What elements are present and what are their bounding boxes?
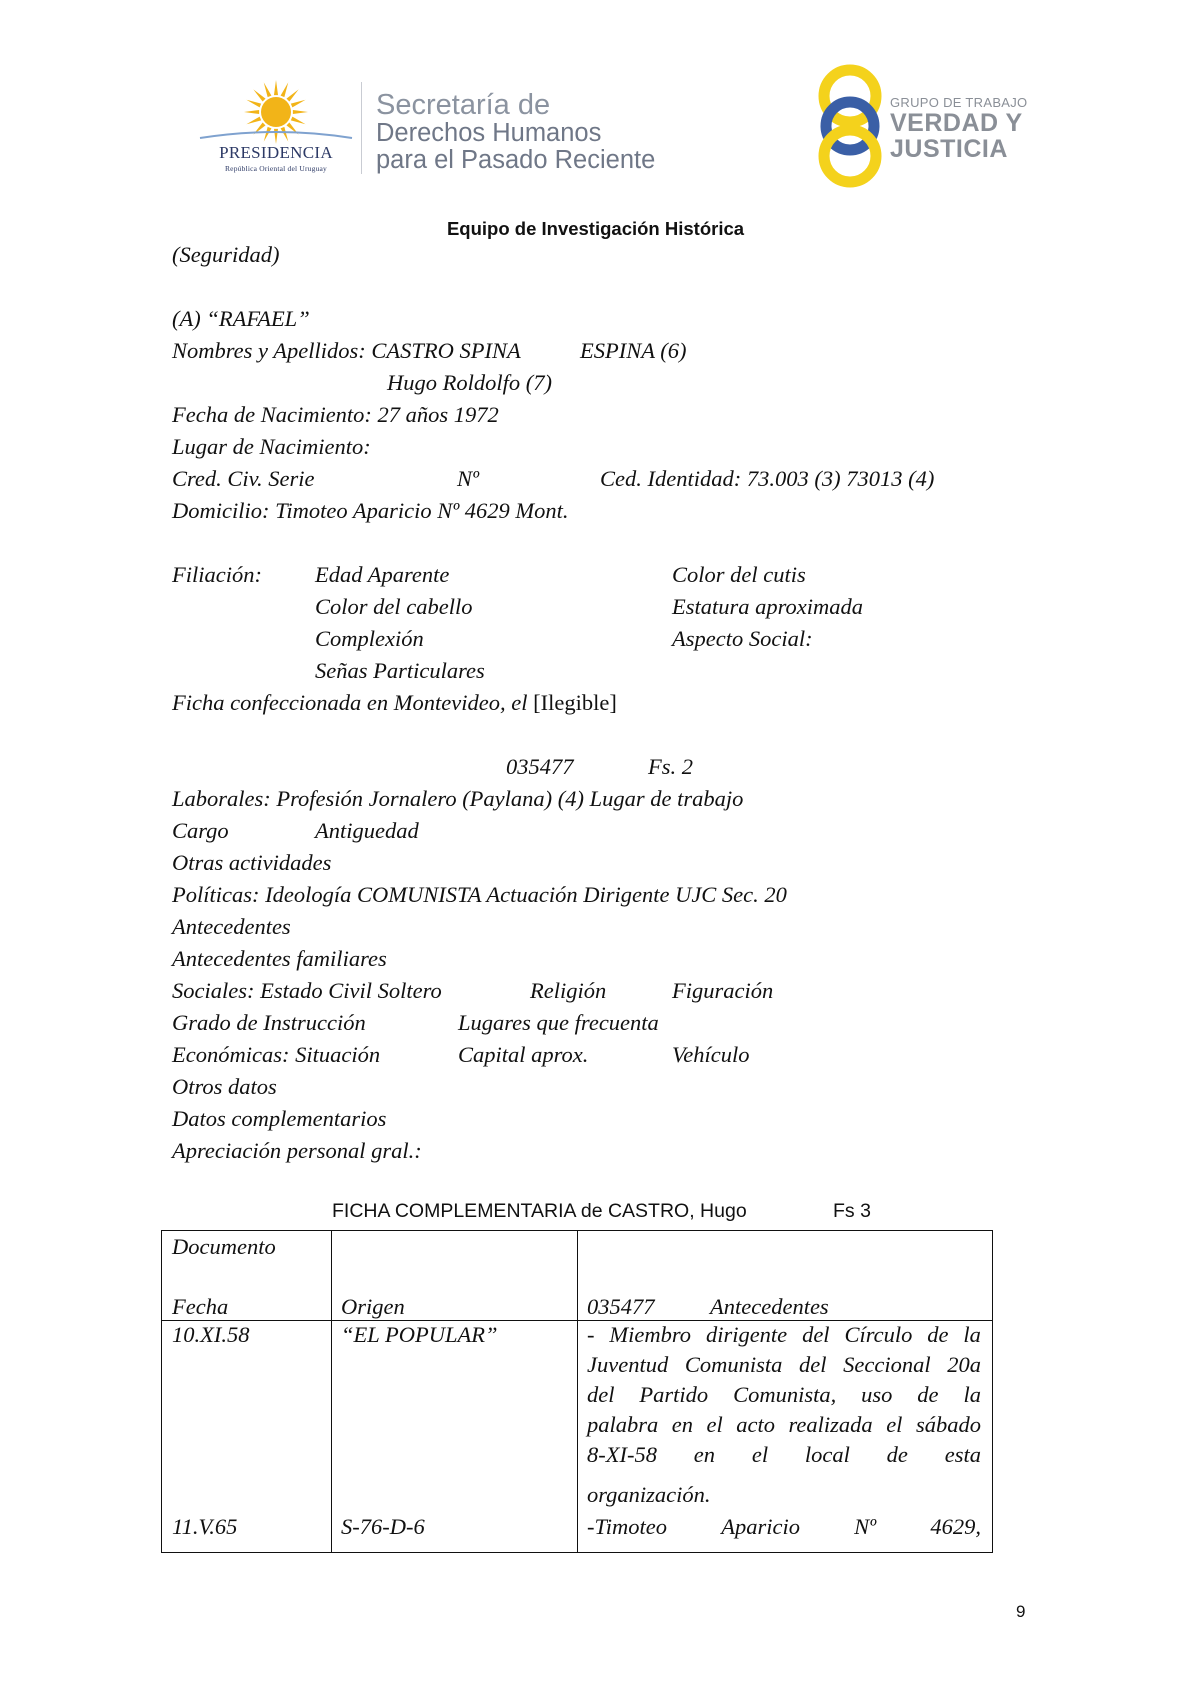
- antecedent-word: Aparicio: [721, 1514, 800, 1539]
- row-2-origen: S-76-D-6: [341, 1514, 425, 1539]
- antecedent-word: uso: [861, 1382, 893, 1407]
- antecedentes-line: Antecedentes: [172, 914, 291, 939]
- antecedent-line: [587, 1511, 981, 1543]
- verdad-label: VERDAD Y: [890, 109, 1023, 137]
- antecedent-word: Juventud: [587, 1352, 669, 1377]
- lugares-frecuenta-label: Lugares que frecuenta: [458, 1010, 659, 1035]
- antecedent-word: del: [587, 1382, 615, 1407]
- antecedent-word: realizada: [788, 1412, 873, 1437]
- sun-ray: [281, 127, 289, 142]
- header-fecha: Fecha: [172, 1294, 229, 1319]
- presidencia-label: PRESIDENCIA: [219, 143, 333, 162]
- ficha-confeccionada-line: [172, 690, 617, 716]
- nombres-espina: ESPINA (6): [580, 338, 687, 363]
- sun-ray: [281, 82, 289, 97]
- politicas-line: Políticas: Ideología COMUNISTA Actuación Dirigente UJC Sec. 20: [172, 882, 787, 907]
- datos-complementarios-line: Datos complementarios: [172, 1106, 387, 1131]
- laborales-line: Laborales: Profesión Jornalero (Paylana) (4) Lugar de trabajo: [172, 786, 744, 811]
- antecedent-word: de: [886, 1442, 908, 1467]
- ced-identidad-line: Ced. Identidad: 73.003 (3) 73013 (4): [600, 466, 935, 491]
- antecedent-line: [587, 1319, 981, 1351]
- sun-ray: [246, 100, 261, 108]
- justicia-label: JUSTICIA: [890, 135, 1008, 163]
- sun-ray: [274, 80, 278, 95]
- color-cabello: Color del cabello: [315, 594, 473, 619]
- cred-civ-label: Cred. Civ. Serie: [172, 466, 315, 491]
- cargo-label: Cargo: [172, 818, 229, 843]
- secretaria-line-2: Derechos Humanos: [376, 119, 602, 147]
- antecedent-word: esta: [944, 1442, 981, 1467]
- antecedent-word: 20a: [947, 1352, 981, 1377]
- table-col-divider: [331, 1231, 332, 1552]
- antecedent-word: de: [917, 1382, 939, 1407]
- alias-line: (A) “RAFAEL”: [172, 306, 310, 331]
- sun-ray: [253, 89, 265, 101]
- antecedent-word: el: [751, 1442, 769, 1467]
- otros-datos-line: Otros datos: [172, 1074, 277, 1099]
- antecedent-word: la: [963, 1382, 981, 1407]
- ficha-numero: 035477: [506, 754, 574, 779]
- presidencia-subtitle: República Oriental del Uruguay: [224, 164, 327, 173]
- antecedent-word: palabra: [587, 1412, 659, 1437]
- antecedent-word: Comunista,: [733, 1382, 837, 1407]
- antecedent-line: [587, 1439, 981, 1471]
- sun-ray: [264, 82, 272, 97]
- table-col-divider: [577, 1231, 578, 1552]
- header-divider: [361, 82, 362, 174]
- secretaria-logo-text: [376, 90, 655, 174]
- aspecto-social: Aspecto Social:: [672, 626, 813, 651]
- folio-2: Fs. 2: [648, 754, 693, 779]
- grupo-trabajo-logo-text: [890, 95, 1027, 162]
- apreciacion-line: Apreciación personal gral.:: [172, 1138, 422, 1163]
- antecedent-word: en: [693, 1442, 716, 1467]
- sun-ray: [264, 127, 272, 142]
- header-antecedentes: Antecedentes: [710, 1294, 829, 1319]
- ilegible-note: [Ilegible]: [533, 690, 617, 715]
- header-numero: 035477: [587, 1294, 655, 1319]
- antecedent-word: Seccional: [843, 1352, 931, 1377]
- sun-ray: [293, 110, 308, 114]
- antecedent-word: dirigente: [705, 1322, 788, 1347]
- antecedent-word: 8-XI-58: [587, 1442, 657, 1467]
- filiacion-label: Filiación:: [172, 562, 262, 587]
- antecedent-word: del: [798, 1352, 827, 1377]
- edad-aparente: Edad Aparente: [315, 562, 450, 587]
- antecedent-line: [587, 1379, 981, 1411]
- secretaria-line-1: Secretaría de: [376, 89, 551, 121]
- antecedent-word: local: [804, 1442, 850, 1467]
- antecedent-word: sábado: [915, 1412, 981, 1437]
- estatura: Estatura aproximada: [672, 594, 864, 619]
- row-1-fecha: 10.XI.58: [172, 1322, 250, 1347]
- fecha-nacimiento-line: Fecha de Nacimiento: 27 años 1972: [172, 402, 499, 427]
- page-number: 9: [1016, 1602, 1026, 1621]
- nombres-line-2: Hugo Roldolfo (7): [387, 370, 552, 395]
- figuracion-label: Figuración: [672, 978, 774, 1003]
- complexion: Complexión: [315, 626, 424, 651]
- sun-ray: [244, 110, 259, 114]
- antecedent-word: el: [886, 1412, 903, 1437]
- color-cutis: Color del cutis: [672, 562, 806, 587]
- sun-ray: [291, 100, 306, 108]
- sun-ray: [246, 117, 261, 125]
- antecedent-word: Miembro: [609, 1322, 692, 1347]
- sociales-line: Sociales: Estado Civil Soltero: [172, 978, 442, 1003]
- team-title: Equipo de Investigación Histórica: [446, 218, 745, 239]
- cred-numero-label: Nº: [457, 466, 479, 491]
- economicas-line: Económicas: Situación: [172, 1042, 381, 1067]
- sun-ray: [286, 89, 298, 101]
- seguridad-heading: (Seguridad): [172, 242, 280, 267]
- antecedent-word: -Timoteo: [587, 1514, 668, 1539]
- header-documento: Documento: [172, 1234, 276, 1259]
- antecedent-word: la: [963, 1322, 981, 1347]
- row-2-fecha: 11.V.65: [172, 1514, 238, 1539]
- folio-3: Fs 3: [833, 1200, 871, 1222]
- antecedent-word: 4629,: [930, 1514, 981, 1539]
- antecedent-word: Nº: [854, 1514, 877, 1539]
- senas-particulares: Señas Particulares: [315, 658, 485, 683]
- row-1-origen: “EL POPULAR”: [341, 1322, 498, 1347]
- vehiculo-label: Vehículo: [672, 1042, 750, 1067]
- antecedent-word: Comunista: [684, 1352, 783, 1377]
- secretaria-line-3: para el Pasado Reciente: [376, 146, 656, 174]
- antecedent-word: Partido: [639, 1382, 709, 1407]
- nombres-line: Nombres y Apellidos: CASTRO SPINA: [172, 338, 521, 363]
- grado-instruccion-label: Grado de Instrucción: [172, 1010, 366, 1035]
- antiguedad-label: Antiguedad: [315, 818, 419, 843]
- antecedent-word: del: [802, 1322, 830, 1347]
- antecedent-word: en: [671, 1412, 694, 1437]
- otras-actividades-line: Otras actividades: [172, 850, 332, 875]
- antecedent-word: -: [587, 1322, 595, 1347]
- antecedent-word: Círculo: [844, 1322, 913, 1347]
- antecedentes-familiares-line: Antecedentes familiares: [172, 946, 387, 971]
- row-1-last-line: organización.: [587, 1482, 711, 1507]
- sun-ray: [291, 117, 306, 125]
- lugar-nacimiento-line: Lugar de Nacimiento:: [172, 434, 371, 459]
- antecedentes-table: [161, 1230, 993, 1553]
- domicilio-line: Domicilio: Timoteo Aparicio Nº 4629 Mont.: [172, 498, 569, 523]
- ficha-confeccionada-text: Ficha confeccionada en Montevideo, el: [172, 690, 528, 715]
- antecedent-word: de: [927, 1322, 949, 1347]
- antecedent-line: [587, 1409, 981, 1441]
- antecedent-line: [587, 1349, 981, 1381]
- antecedent-word: el: [706, 1412, 723, 1437]
- antecedent-word: acto: [736, 1412, 776, 1437]
- religion-label: Religión: [530, 978, 607, 1003]
- capital-label: Capital aprox.: [458, 1042, 589, 1067]
- interlocking-rings-icon: [812, 62, 888, 188]
- grupo-trabajo-label: GRUPO DE TRABAJO: [890, 95, 1028, 110]
- ficha-complementaria-title: FICHA COMPLEMENTARIA de CASTRO, Hugo: [332, 1200, 747, 1222]
- page-header: [0, 0, 1191, 200]
- header-origen: Origen: [341, 1294, 405, 1319]
